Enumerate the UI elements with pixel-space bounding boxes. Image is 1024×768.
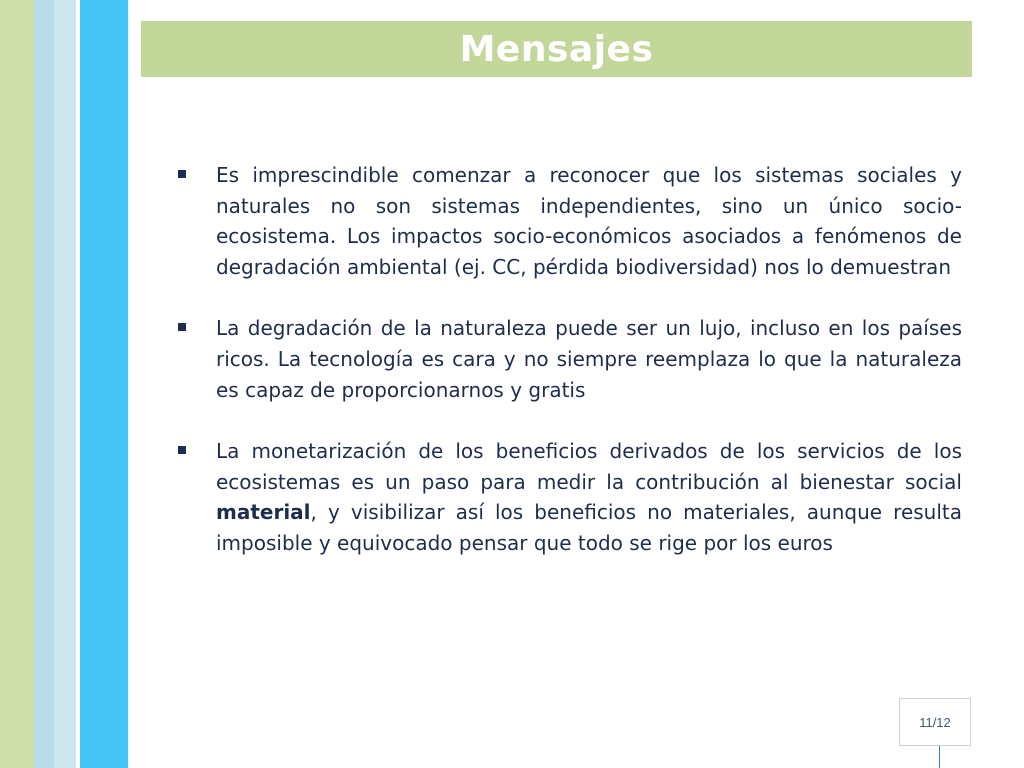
bullet-item — [176, 160, 962, 282]
square-bullet-icon — [178, 323, 186, 331]
bullet-item — [176, 436, 962, 558]
bullet-list — [176, 160, 962, 590]
page-number-tick — [939, 746, 940, 768]
bullet-text: La degradación de la naturaleza puede ser un lujo, incluso en los países ricos. La tecnología es cara y no siempre reemplaza lo que la naturaleza es capaz de proporcionarnos y gratis — [216, 316, 962, 402]
decorative-stripe — [0, 0, 34, 768]
bullet-text-end: , y visibilizar así los beneficios no materiales, aunque resulta imposible y equivocado pensar que todo se rige por los euros — [216, 500, 962, 555]
decorative-stripe — [54, 0, 76, 768]
page-number-box — [899, 698, 971, 746]
decorative-stripe — [128, 0, 130, 768]
decorative-stripe — [34, 0, 54, 768]
bullet-text: Es imprescindible comenzar a reconocer que los sistemas sociales y naturales no son sistemas independientes, sino un único socio-ecosistema. Los impactos socio-económicos asociados a fenómenos de degradación ambiental (ej. CC, pérdida biodiversidad) nos lo demuestran — [216, 163, 962, 279]
page-number: 11/12 — [919, 714, 951, 730]
square-bullet-icon — [178, 446, 186, 454]
square-bullet-icon — [178, 170, 186, 178]
bullet-text-emphasis: material — [216, 500, 311, 525]
decorative-stripe — [80, 0, 128, 768]
bullet-item — [176, 313, 962, 405]
title-bar — [141, 21, 972, 77]
bullet-text-start: La monetarización de los beneficios derivados de los servicios de los ecosistemas es un paso para medir la contribución al bienestar social — [216, 439, 962, 494]
slide-title: Mensajes — [459, 28, 654, 70]
